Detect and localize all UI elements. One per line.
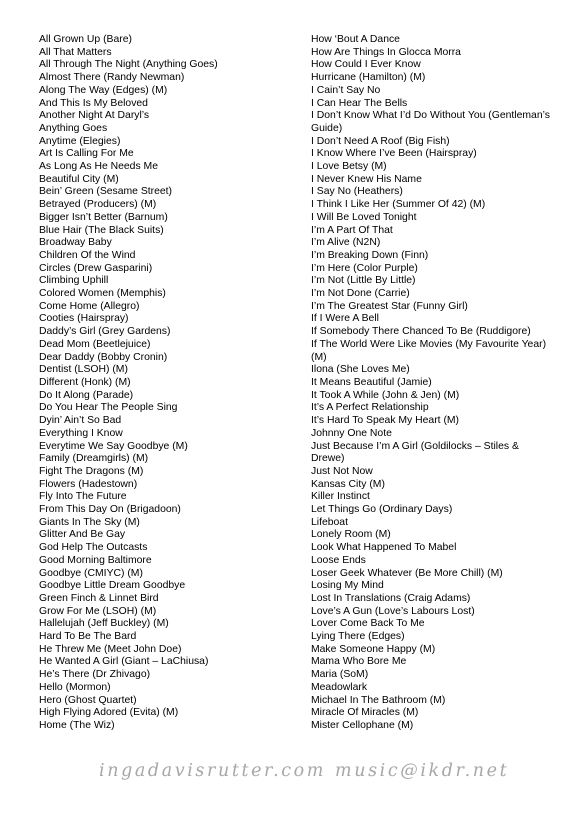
song-item: I’m Breaking Down (Finn) [311,249,429,261]
song-item: Dead Mom (Beetlejuice) [39,338,151,350]
song-item: Flowers (Hadestown) [39,478,138,490]
song-item: How ‘Bout A Dance [311,34,400,45]
song-item: If Somebody There Chanced To Be (Ruddigore) [311,326,531,338]
song-item: Loose Ends [311,554,366,566]
song-item: Love’s A Gun (Love’s Labours Lost) [311,605,475,617]
song-item: Miracle Of Miracles (M) [311,707,419,719]
song-item: I Can Hear The Bells [311,97,408,109]
song-item: Bein’ Green (Sesame Street) [39,186,173,198]
song-item: Everytime We Say Goodbye (M) [39,440,188,452]
song-item: I’m Alive (N2N) [311,237,381,249]
song-item: I’m Not Done (Carrie) [311,288,410,300]
song-item: Lover Come Back To Me [311,618,425,630]
footer [0,761,586,787]
song-item: Hallelujah (Jeff Buckley) (M) [39,618,169,630]
song-item: Another Night At Daryl’s [39,110,150,122]
song-item: It Means Beautiful (Jamie) [311,376,432,388]
song-item: Look What Happened To Mabel [311,542,457,554]
song-item: Killer Instinct [311,491,370,503]
song-item: It’s A Perfect Relationship [311,402,429,414]
song-item: Different (Honk) (M) [39,376,131,388]
song-item: Losing My Mind [311,580,384,592]
song-item: Lost In Translations (Craig Adams) [311,592,471,604]
song-item: All Through The Night (Anything Goes) [39,59,218,71]
song-item: It’s Hard To Speak My Heart (M) [311,415,460,427]
song-item: From This Day On (Brigadoon) [39,504,181,516]
song-item: Maria (SoM) [311,669,369,681]
song-item: I Cain’t Say No [311,84,381,96]
song-item: I’m Here (Color Purple) [311,262,418,274]
email-text: music@ikdr.net [335,761,510,781]
song-item: Almost There (Randy Newman) [39,72,185,84]
song-item: He Wanted A Girl (Giant – LaChiusa) [39,656,209,668]
song-list-left [39,34,301,733]
song-item: I Will Be Loved Tonight [311,211,417,223]
song-item: Do It Along (Parade) [39,389,134,401]
website-text: ingadavisrutter.com [99,761,326,781]
song-item: Lying There (Edges) [311,631,405,643]
song-item: Daddy’s Girl (Grey Gardens) [39,326,171,338]
song-item: I Don’t Know What I’d Do Without You (Gentleman’s Guide) [311,110,550,134]
song-item: Blue Hair (The Black Suits) [39,224,164,236]
song-item: I Never Knew His Name [311,173,422,185]
song-item: Dentist (LSOH) (M) [39,364,128,376]
song-item: Lifeboat [311,516,348,528]
song-item: Come Home (Allegro) [39,300,140,312]
song-item: All Grown Up (Bare) [39,34,132,45]
song-item: Johnny One Note [311,427,392,439]
song-item: Cooties (Hairspray) [39,313,129,325]
song-item: Do You Hear The People Sing [39,402,178,414]
song-item: I Don’t Need A Roof (Big Fish) [311,135,450,147]
song-item: Anytime (Elegies) [39,135,121,147]
song-item: Goodbye (CMIYC) (M) [39,567,143,579]
song-item: Kansas City (M) [311,478,385,490]
song-item: Mama Who Bore Me [311,656,407,668]
song-item: Along The Way (Edges) (M) [39,84,168,96]
song-item: Art Is Calling For Me [39,148,134,160]
song-item: I’m A Part Of That [311,224,393,236]
song-item: Children Of the Wind [39,249,136,261]
song-item: He’s There (Dr Zhivago) [39,669,151,681]
song-item: Everything I Know [39,427,123,439]
song-item: Fight The Dragons (M) [39,465,144,477]
song-item: I’m The Greatest Star (Funny Girl) [311,300,468,312]
song-item: If I Were A Bell [311,313,379,325]
song-list-right [311,34,551,733]
song-item: I Love Betsy (M) [311,161,387,173]
song-item: I Think I Like Her (Summer Of 42) (M) [311,199,486,211]
song-item: I Say No (Heathers) [311,186,403,198]
song-item: Lonely Room (M) [311,529,391,541]
song-item: Let Things Go (Ordinary Days) [311,504,453,516]
song-item: Loser Geek Whatever (Be More Chill) (M) [311,567,503,579]
song-item: Just Because I’m A Girl (Goldilocks – Stiles & Drewe) [311,440,519,465]
song-item: High Flying Adored (Evita) (M) [39,707,179,719]
song-item: Michael In The Bathroom (M) [311,694,446,706]
song-item: Just Not Now [311,465,373,477]
song-item: I Know Where I’ve Been (Hairspray) [311,148,477,160]
song-item: And This Is My Beloved [39,97,148,109]
song-item: Dyin’ Ain’t So Bad [39,415,122,427]
song-item: Green Finch & Linnet Bird [39,592,159,604]
song-item: How Could I Ever Know [311,59,421,71]
song-item: Climbing Uphill [39,275,109,287]
song-item: Hello (Mormon) [39,681,111,693]
song-item: Family (Dreamgirls) (M) [39,453,149,465]
song-item: As Long As He Needs Me [39,161,158,173]
song-item: Hero (Ghost Quartet) [39,694,137,706]
song-item: Betrayed (Producers) (M) [39,199,157,211]
song-item: All That Matters [39,46,112,58]
song-item: Glitter And Be Gay [39,529,126,541]
song-item: Anything Goes [39,122,108,134]
song-item: Make Someone Happy (M) [311,643,436,655]
song-item: Meadowlark [311,681,368,693]
song-item: Home (The Wiz) [39,719,115,731]
song-item: I’m Not (Little By Little) [311,275,416,287]
song-item: Bigger Isn’t Better (Barnum) [39,211,168,223]
song-item: Dear Daddy (Bobby Cronin) [39,351,168,363]
song-item: If The World Were Like Movies (My Favourite Year) (M) [311,338,547,363]
song-item: Circles (Drew Gasparini) [39,262,153,274]
song-item: It Took A While (John & Jen) (M) [311,389,460,401]
song-item: Mister Cellophane (M) [311,719,414,731]
song-item: Goodbye Little Dream Goodbye [39,580,186,592]
song-item: How Are Things In Glocca Morra [311,46,461,58]
song-item: Hard To Be The Bard [39,631,137,643]
song-item: Broadway Baby [39,237,112,249]
song-item: God Help The Outcasts [39,542,148,554]
song-item: Fly Into The Future [39,491,127,503]
song-item: Good Morning Baltimore [39,554,152,566]
song-item: Ilona (She Loves Me) [311,364,410,376]
song-item: He Threw Me (Meet John Doe) [39,643,182,655]
song-item: Giants In The Sky (M) [39,516,140,528]
song-item: Grow For Me (LSOH) (M) [39,605,157,617]
song-item: Beautiful City (M) [39,173,119,185]
song-item: Colored Women (Memphis) [39,288,166,300]
song-item: Hurricane (Hamilton) (M) [311,72,426,84]
